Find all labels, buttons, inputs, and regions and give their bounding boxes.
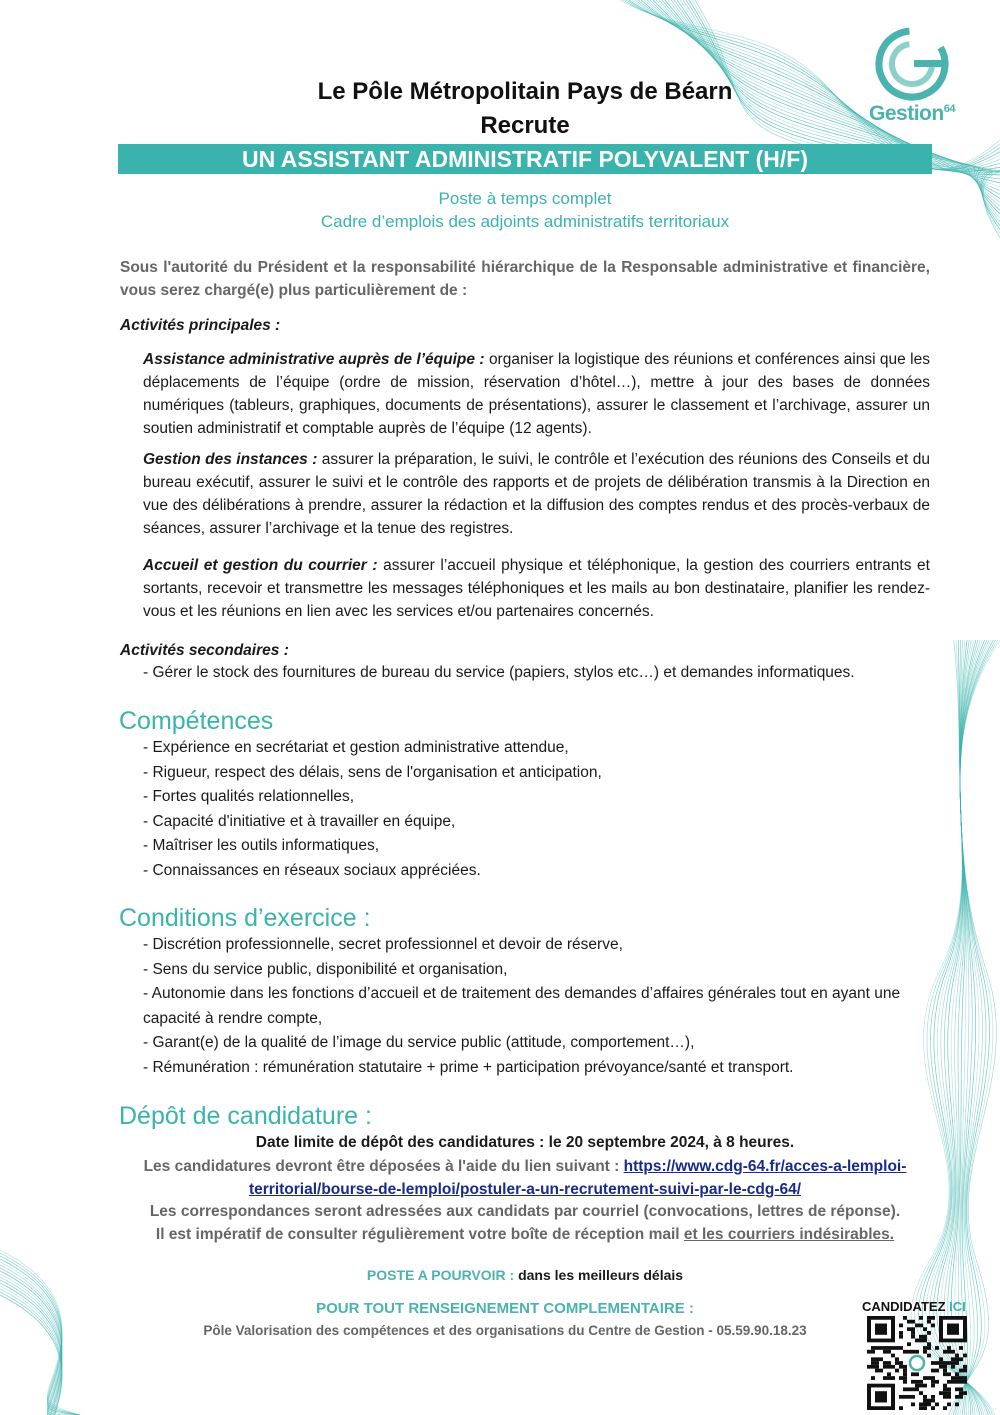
competence-item: - Connaissances en réseaux sociaux appréciées.	[143, 861, 481, 879]
application-link[interactable]: https://www.cdg-64.fr/acces-a-lemploi-territorial/bourse-de-lemploi/postuler-a-un-recrutement-suivi-par-le-cdg-64/	[248, 1158, 907, 1198]
qr-code[interactable]	[867, 1316, 967, 1410]
qr-label: CANDIDATEZ ICI	[862, 1299, 966, 1314]
application-link-paragraph: Les candidatures devront être déposées à l'aide du lien suivant : https://www.cdg-64.fr/acces-a-lemploi-territorial/bourse-de-lemploi/postuler-a-un-recrutement-suivi-par-le-cdg-64/	[143, 1158, 907, 1198]
condition-item: - Sens du service public, disponibilité et organisation,	[143, 960, 508, 978]
conditions-list	[143, 933, 933, 1080]
condition-item: - Rémunération : rémunération statutaire + prime + participation prévoyance/santé et transport.	[143, 1058, 794, 1076]
contact-heading: POUR TOUT RENSEIGNEMENT COMPLEMENTAIRE :	[316, 1300, 694, 1317]
activity-accueil: Accueil et gestion du courrier : assurer l’accueil physique et téléphonique, la gestion des courriers entrants et sortants, recevoir et transmettre les messages téléphoniques et les mails au bon destinataire, planifier les rendez-vous et les réunions en lien avec les services et/ou partenaires concernés.	[143, 557, 930, 620]
secondary-activity-item: - Gérer le stock des fournitures de bureau du service (papiers, stylos etc…) et demandes informatiques.	[143, 664, 855, 681]
activity-assistance: Assistance administrative auprès de l’équipe : organiser la logistique des réunions et conférences ainsi que les déplacements de l’équipe (ordre de mission, réservation d’hôtel…), mettre à jour des bases de données numériques (tableurs, graphiques, documents de présentations), assurer le classement et l’archivage, assurer un soutien administratif et comptable auprès de l’équipe (12 agents).	[143, 351, 930, 437]
competences-list	[143, 736, 933, 883]
job-title-banner: UN ASSISTANT ADMINISTRATIF POLYVALENT (H/F)	[118, 144, 932, 174]
condition-item: - Autonomie dans les fonctions d’accueil et de traitement des demandes d’affaires générales tout en ayant une capacité à rendre compte,	[143, 985, 901, 1027]
competence-item: - Capacité d'initiative et à travailler en équipe,	[143, 812, 456, 830]
depot-heading: Dépôt de candidature :	[119, 1102, 372, 1130]
correspondance-text: Les correspondances seront adressées aux candidats par courriel (convocations, lettres de réponse).	[149, 1203, 901, 1220]
activity-instances: Gestion des instances : assurer la préparation, le suivi, le contrôle et l’exécution des réunions des Conseils et du bureau exécutif, assurer le suivi et le contrôle des rapports et de projets de délibération transmis à la Direction en vue des délibérations à prendre, assurer la rédaction et la diffusion des comptes rendus et des procès-verbaux de séances, assurer l’archivage et la tenue des registres.	[143, 451, 930, 537]
employment-frame: Cadre d’emplois des adjoints administratifs territoriaux	[320, 212, 730, 231]
poste-a-pourvoir: POSTE A POURVOIR : dans les meilleurs délais	[366, 1267, 684, 1283]
deadline-text: Date limite de dépôt des candidatures : le 20 septembre 2024, à 8 heures.	[255, 1134, 795, 1151]
competences-heading: Compétences	[119, 707, 274, 735]
recrute-title: Recrute	[480, 112, 570, 139]
intro-paragraph: Sous l'autorité du Président et la responsabilité hiérarchique de la Responsable administrative et financière, vous serez chargé(e) plus particulièrement de :	[120, 259, 930, 299]
conditions-heading: Conditions d’exercice :	[119, 904, 371, 932]
condition-item: - Garant(e) de la qualité de l’image du service public (attitude, comportement…),	[143, 1034, 695, 1051]
competence-item: - Rigueur, respect des délais, sens de l'organisation et anticipation,	[143, 763, 602, 781]
mailbox-reminder: Il est impératif de consulter régulièrement votre boîte de réception mail et les courriers indésirables.	[155, 1226, 895, 1243]
position-type: Poste à temps complet	[438, 189, 612, 208]
condition-item: - Discrétion professionnelle, secret professionnel et devoir de réserve,	[143, 936, 623, 953]
competence-item: - Fortes qualités relationnelles,	[143, 788, 355, 805]
secondary-activities-heading: Activités secondaires :	[120, 642, 289, 659]
competence-item: - Expérience en secrétariat et gestion administrative attendue,	[143, 739, 569, 756]
decorative-waves-bottom-left	[0, 1240, 110, 1415]
logo-text: Gestion$^{64}$	[869, 102, 955, 125]
competence-item: - Maîtriser les outils informatiques,	[143, 837, 380, 854]
employer-title: Le Pôle Métropolitain Pays de Béarn	[317, 78, 733, 105]
main-activities-heading: Activités principales :	[120, 317, 281, 334]
contact-text: Pôle Valorisation des compétences et des organisations du Centre de Gestion - 05.59.90.18.23	[203, 1323, 807, 1338]
